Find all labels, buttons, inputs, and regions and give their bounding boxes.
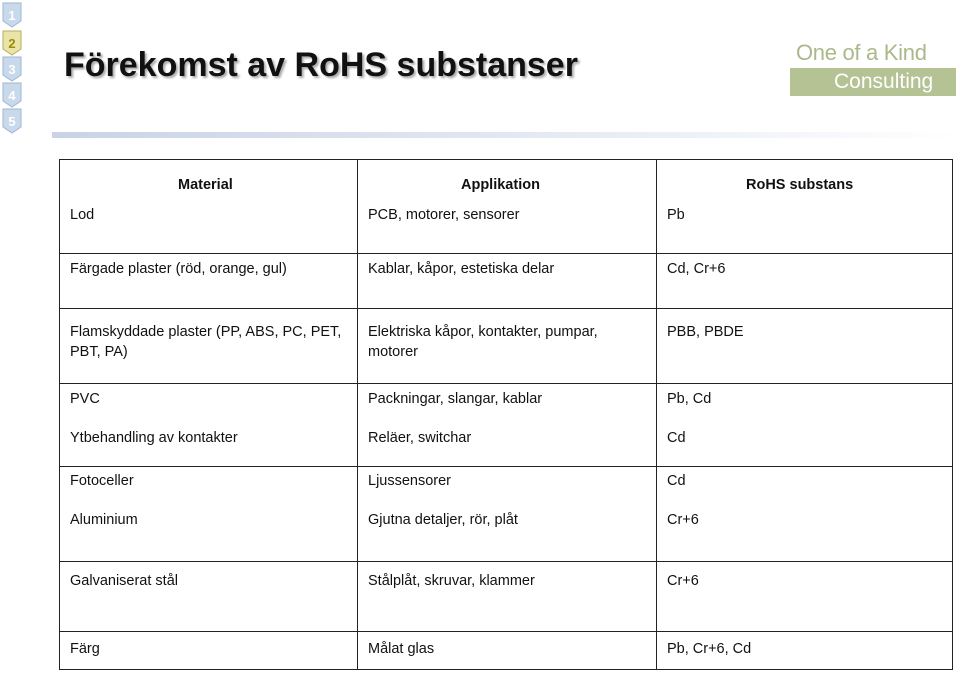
table-cell: Stålplåt, skruvar, klammer [368, 573, 535, 589]
table-cell: Gjutna detaljer, rör, plåt [368, 512, 518, 528]
table-cell: Ljussensorer [368, 473, 452, 489]
table-cell: Packningar, slangar, kablar [368, 391, 543, 407]
page-title: Förekomst av RoHS substanser [64, 46, 578, 84]
row-divider [60, 561, 952, 562]
table-cell: Färgade plaster (röd, orange, gul) [70, 261, 287, 277]
table-cell: Målat glas [368, 641, 435, 657]
row-divider [60, 631, 952, 632]
nav-item-label: 5 [8, 113, 16, 129]
table-cell: Cr+6 [667, 573, 699, 589]
table-cell: Ytbehandling av kontakter [70, 430, 238, 446]
table-cell: Reläer, switchar [368, 430, 472, 446]
table-cell: Lod [70, 207, 95, 223]
table-cell: PVC [70, 391, 100, 407]
row-divider [60, 308, 952, 309]
table-cell: Färg [70, 641, 100, 657]
table-cell: Cr+6 [667, 512, 699, 528]
table-cell: Pb, Cr+6, Cd [667, 641, 752, 657]
table-cell: Galvaniserat stål [70, 573, 178, 589]
table-cell: PCB, motorer, sensorer [368, 207, 520, 223]
table-cell: Aluminium [70, 512, 138, 528]
nav-item-3[interactable] [2, 56, 22, 82]
nav-item-label: 1 [8, 7, 16, 23]
rohs-table [59, 159, 953, 670]
column-header-material: Material [178, 177, 233, 193]
nav-item-4[interactable] [2, 82, 22, 108]
table-cell: Kablar, kåpor, estetiska delar [368, 261, 555, 277]
nav-item-2[interactable] [2, 30, 22, 56]
column-divider [656, 160, 657, 669]
title-divider [52, 132, 958, 138]
nav-item-label: 3 [8, 61, 16, 77]
row-divider [60, 383, 952, 384]
table-cell: Elektriska kåpor, kontakter, pumpar, motorer [368, 324, 598, 360]
nav-item-5[interactable] [2, 108, 22, 134]
table-cell: Cd, Cr+6 [667, 261, 726, 277]
logo-bar [790, 68, 956, 96]
table-cell: Flamskyddade plaster (PP, ABS, PC, PET, PBT, PA) [70, 324, 342, 360]
column-header-rohs-substans: RoHS substans [746, 177, 854, 193]
nav-item-label: 2 [8, 35, 16, 51]
table-cell: Pb [667, 207, 685, 223]
logo-line-1: One of a Kind [796, 40, 927, 65]
table-cell: Pb, Cd [667, 391, 712, 407]
table-cell: Cd [667, 473, 686, 489]
nav-item-label: 4 [8, 87, 16, 103]
table-cell: Fotoceller [70, 473, 134, 489]
logo-line-2: Consulting [834, 70, 934, 93]
row-divider [60, 253, 952, 254]
row-divider [60, 466, 952, 467]
nav-item-1[interactable] [2, 2, 22, 28]
table-cell: Cd [667, 430, 686, 446]
table-cell: PBB, PBDE [667, 324, 744, 340]
column-divider [357, 160, 358, 669]
company-logo [790, 40, 956, 98]
column-header-applikation: Applikation [461, 177, 540, 193]
